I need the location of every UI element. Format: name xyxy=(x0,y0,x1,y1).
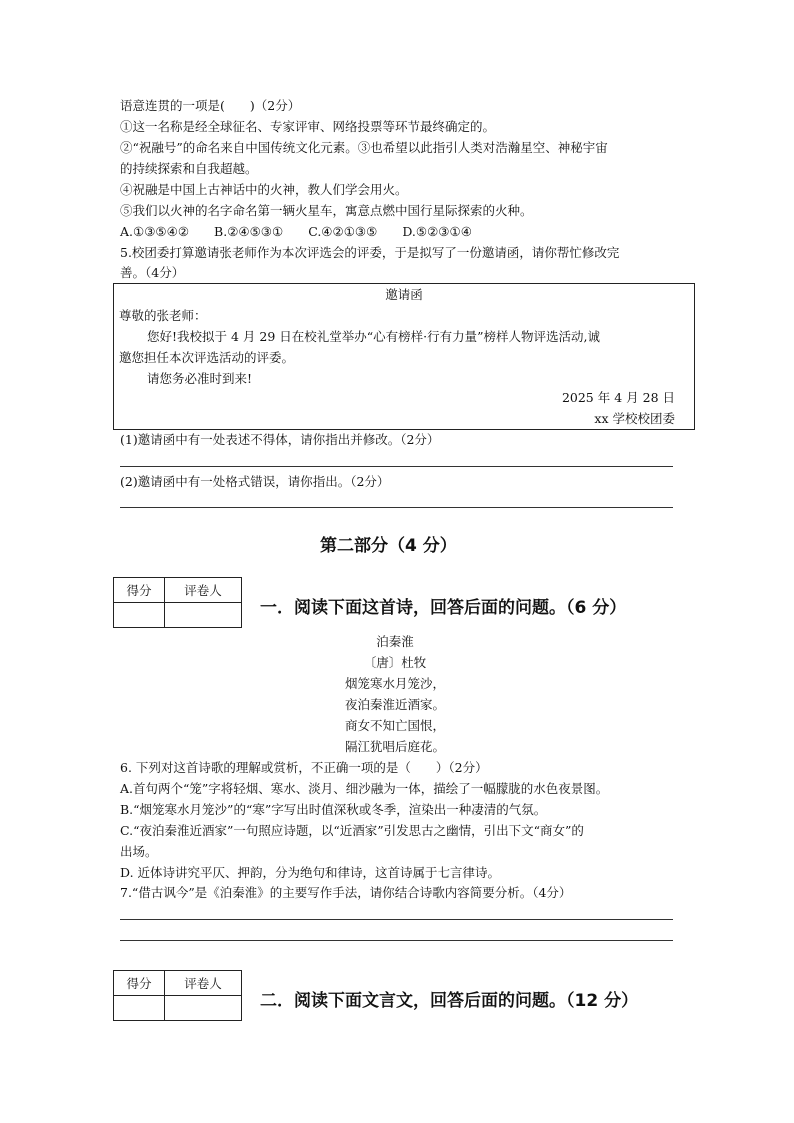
q5-sub2: (2)邀请函中有一处格式错误，请你指出。（2分） xyxy=(120,474,390,489)
section-heading-2: 二．阅读下面文言文，回答后面的问题。（12 分） xyxy=(260,991,639,1011)
score-table-1 xyxy=(113,577,242,628)
q4-sentence-2b: 的持续探索和自我超越。 xyxy=(120,161,258,176)
q4-sentence-2a: ②“祝融号”的命名来自中国传统文化元素。③也希望以此指引人类对浩瀚星空、神秘宇宙 xyxy=(120,140,608,155)
grader-label: 评卷人 xyxy=(165,971,242,996)
score-table-2 xyxy=(113,970,242,1021)
q6-option-c-b: 出场。 xyxy=(120,844,158,859)
invitation-salutation: 尊敬的张老师： xyxy=(119,308,207,323)
q5-stem-a: 5.校团委打算邀请张老师作为本次评选会的评委，于是拟写了一份邀请函，请你帮忙修改完 xyxy=(120,245,620,260)
grader-cell xyxy=(165,996,242,1021)
poem-title: 泊秦淮 xyxy=(376,634,414,649)
poem-line: 夜泊秦淮近酒家。 xyxy=(344,697,445,712)
invitation-sender: xx 学校校团委 xyxy=(594,411,675,426)
invitation-body-c: 请您务必准时到来! xyxy=(147,371,253,386)
poem-line: 烟笼寒水月笼沙， xyxy=(344,676,445,691)
poem-line: 商女不知亡国恨， xyxy=(344,718,445,733)
q4-stem: 语意连贯的一项是( )（2分） xyxy=(120,98,301,113)
answer-line xyxy=(120,919,673,920)
grader-cell xyxy=(165,603,242,628)
invitation-letter-box xyxy=(113,283,695,430)
score-label: 得分 xyxy=(114,971,165,996)
score-label: 得分 xyxy=(114,578,165,603)
q6-option-a: A.首句两个“笼”字将轻烟、寒水、淡月、细沙融为一体，描绘了一幅朦胧的水色夜景图。 xyxy=(120,781,609,796)
poem-author: 〔唐〕杜牧 xyxy=(363,655,427,670)
invitation-title: 邀请函 xyxy=(385,287,423,302)
q4-sentence-5: ⑤我们以火神的名字命名第一辆火星车，寓意点燃中国行星际探索的火种。 xyxy=(120,203,533,218)
q5-stem-b: 善。（4分） xyxy=(120,265,185,280)
score-cell xyxy=(114,996,165,1021)
q4-options: A.①③⑤④② B.②④⑤③① C.④②①③⑤ D.⑤②③①④ xyxy=(120,224,472,239)
section-heading-1: 一．阅读下面这首诗，回答后面的问题。（6 分） xyxy=(260,598,627,618)
grader-label: 评卷人 xyxy=(165,578,242,603)
q7-stem: 7.“借古讽今”是《泊秦淮》的主要写作手法，请你结合诗歌内容简要分析。（4分） xyxy=(120,885,572,900)
part2-title: 第二部分（4 分） xyxy=(320,536,457,556)
q6-option-c-a: C.“夜泊秦淮近酒家”一句照应诗题，以“近酒家”引发思古之幽情，引出下文“商女”的 xyxy=(120,823,584,838)
invitation-date: 2025 年 4 月 28 日 xyxy=(561,390,675,405)
q6-stem: 6. 下列对这首诗歌的理解或赏析，不正确一项的是（ ）（2分） xyxy=(120,760,488,775)
poem-line: 隔江犹唱后庭花。 xyxy=(344,739,445,754)
q4-sentence-4: ④祝融是中国上古神话中的火神，教人们学会用火。 xyxy=(120,182,408,197)
invitation-body-b: 邀您担任本次评选活动的评委。 xyxy=(119,350,295,365)
answer-line xyxy=(120,466,673,467)
q4-sentence-1: ①这一名称是经全球征名、专家评审、网络投票等环节最终确定的。 xyxy=(120,119,496,134)
q6-option-d: D. 近体诗讲究平仄、押韵，分为绝句和律诗，这首诗属于七言律诗。 xyxy=(120,865,501,880)
q5-sub1: (1)邀请函中有一处表述不得体，请你指出并修改。（2分） xyxy=(120,432,440,447)
invitation-body-a: 您好!我校拟于 4 月 29 日在校礼堂举办“心有榜样·行有力量”榜样人物评选活动,诚 xyxy=(147,329,601,344)
q6-option-b: B.“烟笼寒水月笼沙”的“寒”字写出时值深秋或冬季，渲染出一种凄清的气氛。 xyxy=(120,802,547,817)
score-cell xyxy=(114,603,165,628)
answer-line xyxy=(120,940,673,941)
answer-line xyxy=(120,507,673,508)
